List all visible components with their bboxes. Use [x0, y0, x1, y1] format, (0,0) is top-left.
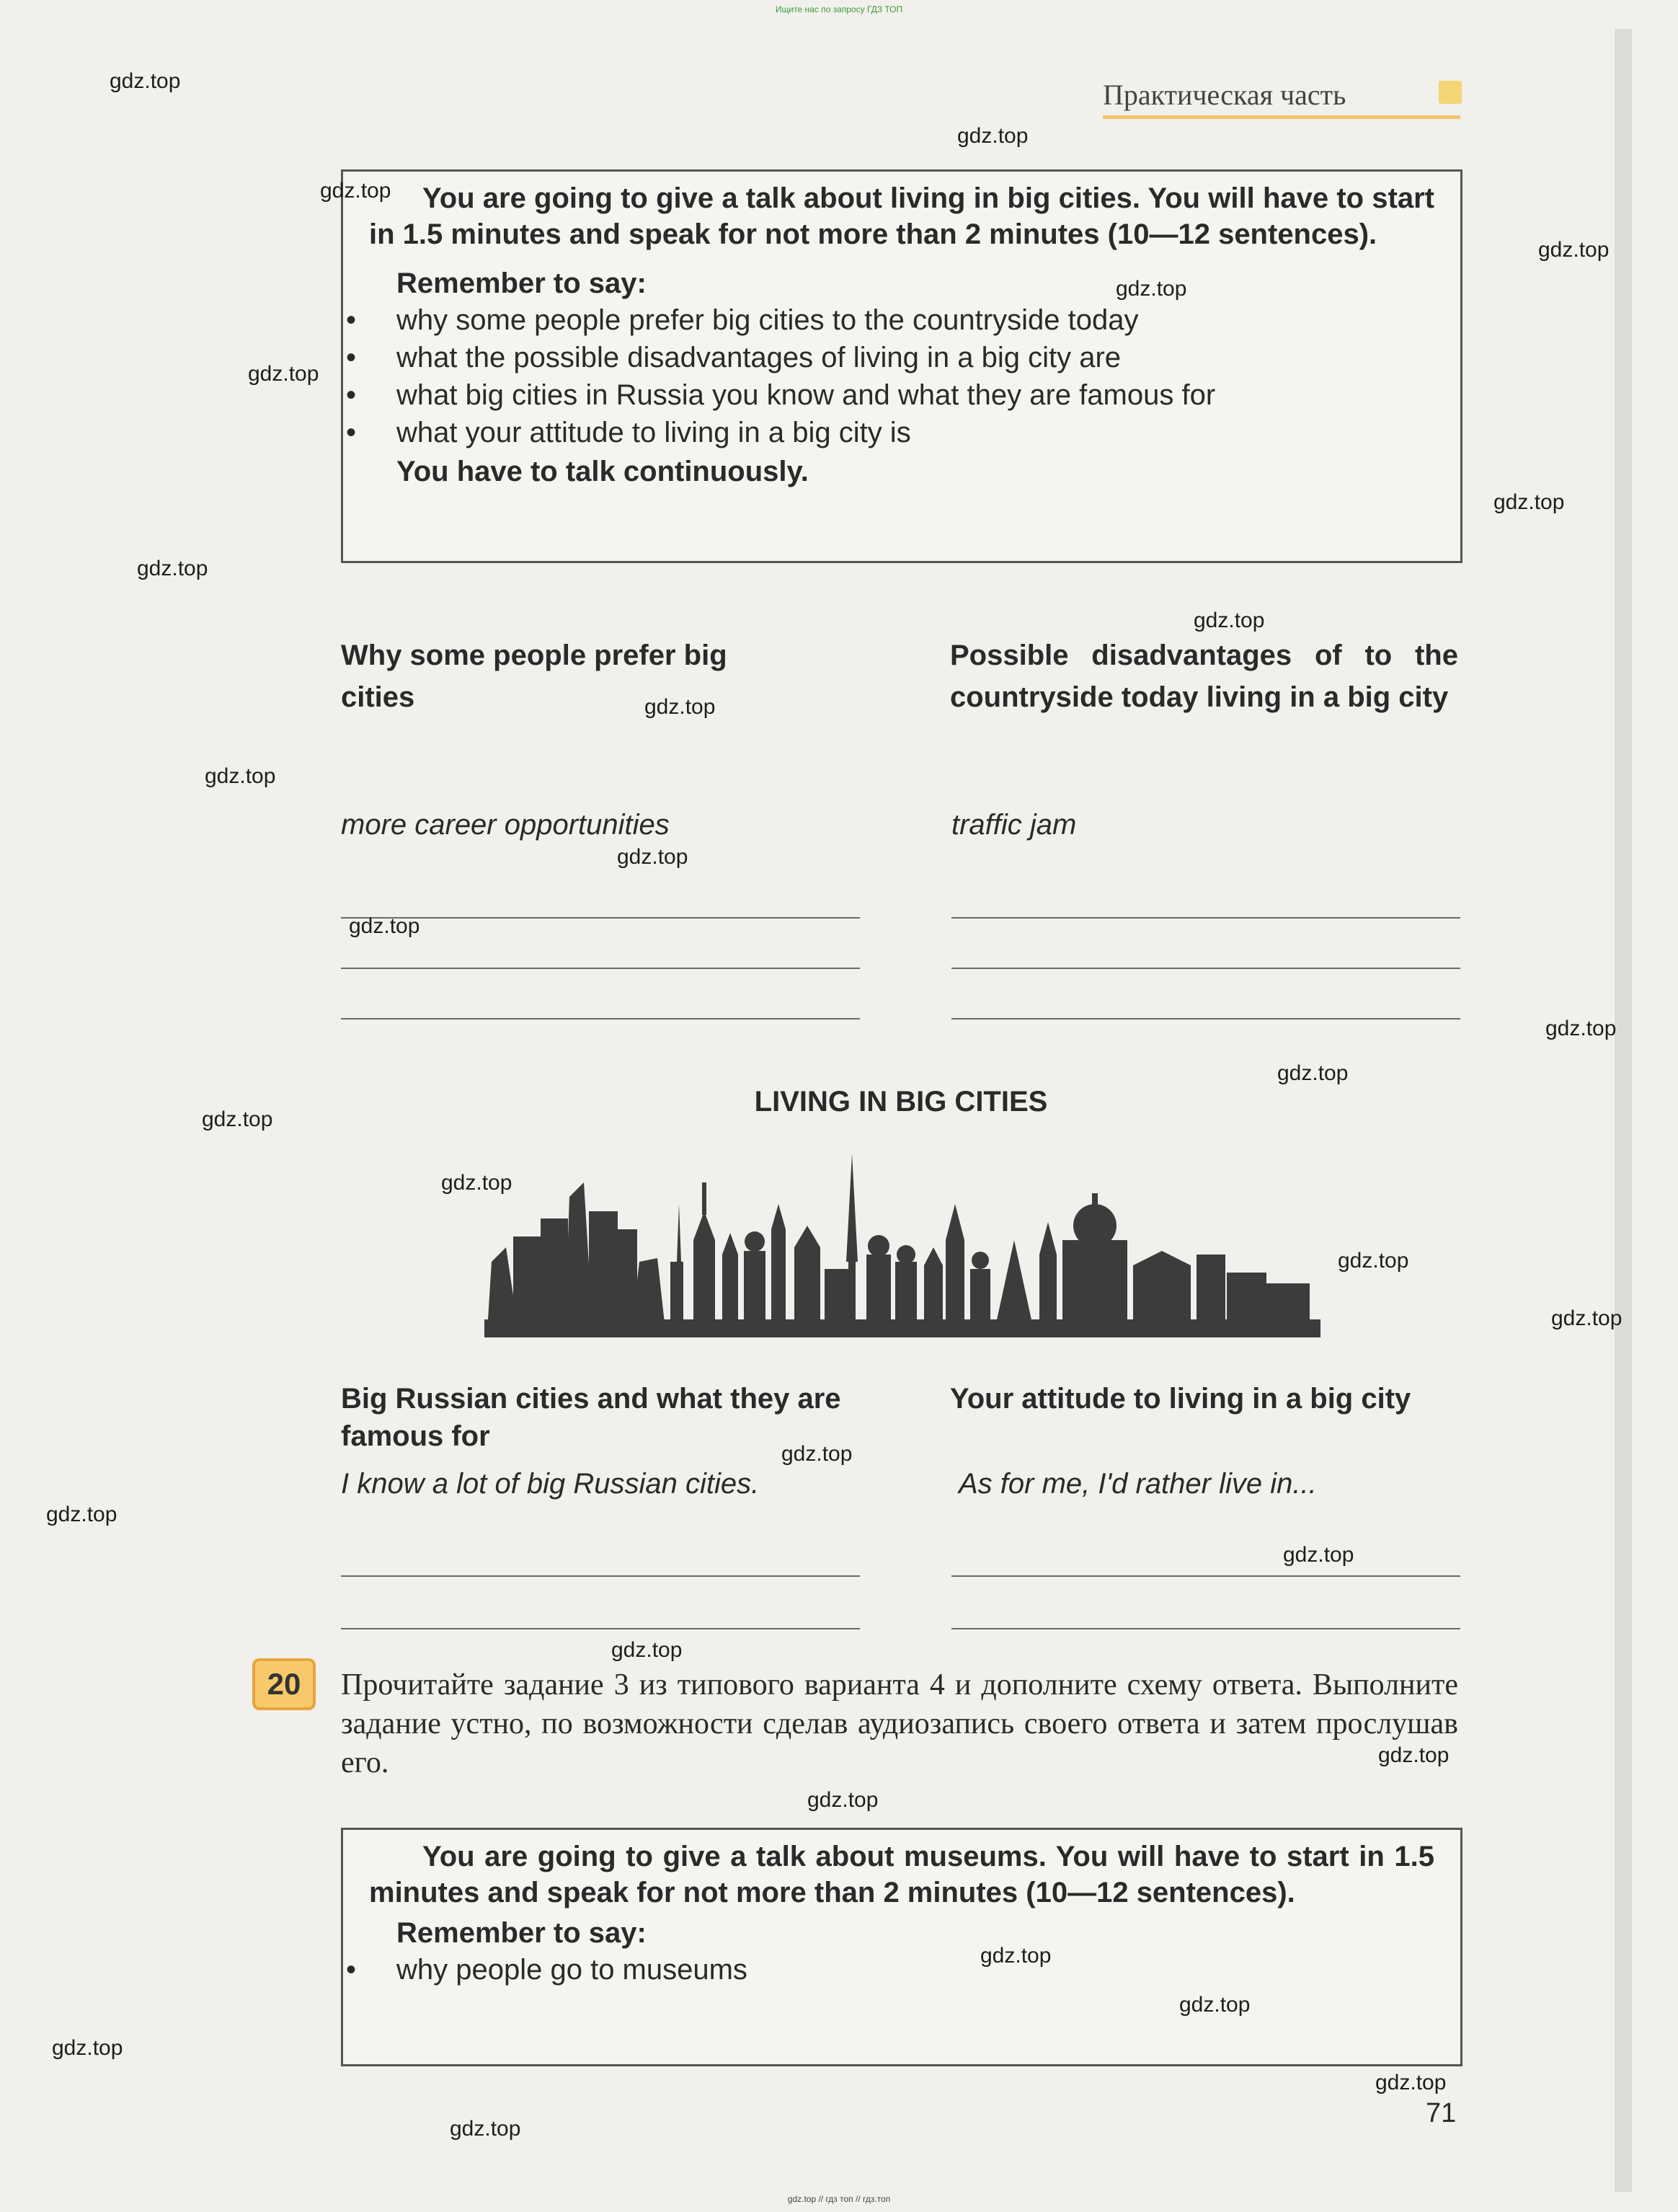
watermark: gdz.top — [137, 557, 208, 580]
page-header-title: Практическая часть — [1103, 79, 1346, 111]
watermark: gdz.top — [349, 914, 420, 938]
task-intro: You are going to give a talk about living in big cities. You will have to start in 1.5 minutes and speak for not more than 2 minutes (10—12 sentences). — [369, 182, 1434, 250]
bullet-icon: • — [346, 304, 357, 336]
task-box-museums — [341, 1828, 1462, 2066]
col2-heading: Possible disadvantages of to the countryside today living in a big city — [950, 640, 1458, 713]
watermark: gdz.top — [450, 2117, 521, 2141]
write-line[interactable] — [951, 1018, 1460, 1019]
col1-heading: Why some people prefer big cities — [341, 640, 727, 713]
bullet-icon: • — [346, 417, 357, 448]
bullet-list — [343, 301, 1460, 451]
write-line[interactable] — [341, 1575, 860, 1577]
watermark: gdz.top — [611, 1638, 683, 1662]
watermark: gdz.top — [110, 69, 181, 93]
watermark: gdz.top — [1194, 609, 1265, 632]
watermark: gdz.top — [980, 1944, 1052, 1968]
watermark: gdz.top — [248, 362, 319, 386]
task-intro: You are going to give a talk about museums. You will have to start in 1.5 minutes and speak for not more than 2 minutes (10—12 sentences). — [369, 1841, 1434, 1908]
watermark: gdz.top — [807, 1788, 879, 1812]
list-item: • what the possible disadvantages of living in a big city are — [396, 339, 1460, 376]
write-line[interactable] — [341, 968, 860, 969]
write-line[interactable] — [951, 1628, 1460, 1629]
list-item: • what big cities in Russia you know and what they are famous for — [396, 376, 1460, 414]
task-box-big-cities — [341, 169, 1462, 563]
closing-note: You have to talk continuously. — [396, 456, 809, 487]
write-line[interactable] — [951, 1575, 1460, 1577]
list-item: • what your attitude to living in a big city is — [396, 414, 1460, 451]
remember-label: Remember to say: — [396, 267, 647, 299]
watermark: gdz.top — [1179, 1993, 1251, 2017]
col2-example: traffic jam — [951, 809, 1077, 841]
col4-example: As for me, I'd rather live in... — [959, 1468, 1317, 1500]
watermark: gdz.top — [1545, 1017, 1617, 1040]
watermark: gdz.top — [202, 1107, 273, 1131]
watermark: gdz.top — [1116, 277, 1187, 301]
list-item: • why some people prefer big cities to the countryside today — [396, 301, 1460, 339]
watermark: gdz.top — [52, 2036, 123, 2060]
watermark: gdz.top — [644, 695, 716, 719]
watermark: gdz.top — [46, 1503, 117, 1526]
watermark: gdz.top — [1375, 2071, 1447, 2094]
watermark: gdz.top — [320, 179, 391, 203]
bullet-icon: • — [346, 1954, 357, 1986]
write-line[interactable] — [951, 968, 1460, 969]
task20-instruction: Прочитайте задание 3 из типового варианта 4 и дополните схему ответа. Выполните задание устно, по возможности сделав аудиозапись своего ответа и затем прослушав его. — [341, 1668, 1458, 1779]
bottom-note: gdz.top // гдз топ // гдз.топ — [787, 2194, 891, 2204]
city-skyline-image — [484, 1154, 1320, 1341]
bullet-list — [343, 1951, 1460, 1988]
col1-example: more career opportunities — [341, 809, 670, 841]
watermark: gdz.top — [205, 764, 276, 788]
bullet-icon: • — [346, 379, 357, 411]
watermark: gdz.top — [1551, 1306, 1622, 1330]
watermark: gdz.top — [1338, 1249, 1409, 1273]
write-line[interactable] — [341, 1018, 860, 1019]
header-square-icon — [1439, 81, 1462, 104]
watermark: gdz.top — [781, 1442, 853, 1466]
list-item: • why people go to museums — [396, 1951, 1460, 1988]
page-number: 71 — [1426, 2098, 1457, 2128]
col3-heading: Big Russian cities and what they are famous for — [341, 1383, 841, 1452]
write-line[interactable] — [341, 1628, 860, 1629]
watermark: gdz.top — [1283, 1543, 1354, 1567]
watermark: gdz.top — [1277, 1061, 1349, 1085]
watermark: gdz.top — [1538, 238, 1610, 262]
poster-title: LIVING IN BIG CITIES — [754, 1086, 1048, 1118]
watermark: gdz.top — [957, 124, 1029, 148]
col3-example: I know a lot of big Russian cities. — [341, 1468, 760, 1500]
header-underline — [1103, 115, 1460, 119]
top-note: Ищите нас по запросу ГДЗ ТОП — [775, 4, 903, 14]
watermark: gdz.top — [1493, 490, 1565, 514]
remember-label: Remember to say: — [396, 1917, 647, 1949]
watermark: gdz.top — [617, 845, 688, 869]
watermark: gdz.top — [441, 1171, 512, 1195]
write-line[interactable] — [951, 917, 1460, 919]
col4-heading: Your attitude to living in a big city — [950, 1383, 1411, 1415]
bullet-icon: • — [346, 342, 357, 373]
task-number-badge: 20 — [252, 1658, 316, 1710]
watermark: gdz.top — [1378, 1743, 1450, 1767]
